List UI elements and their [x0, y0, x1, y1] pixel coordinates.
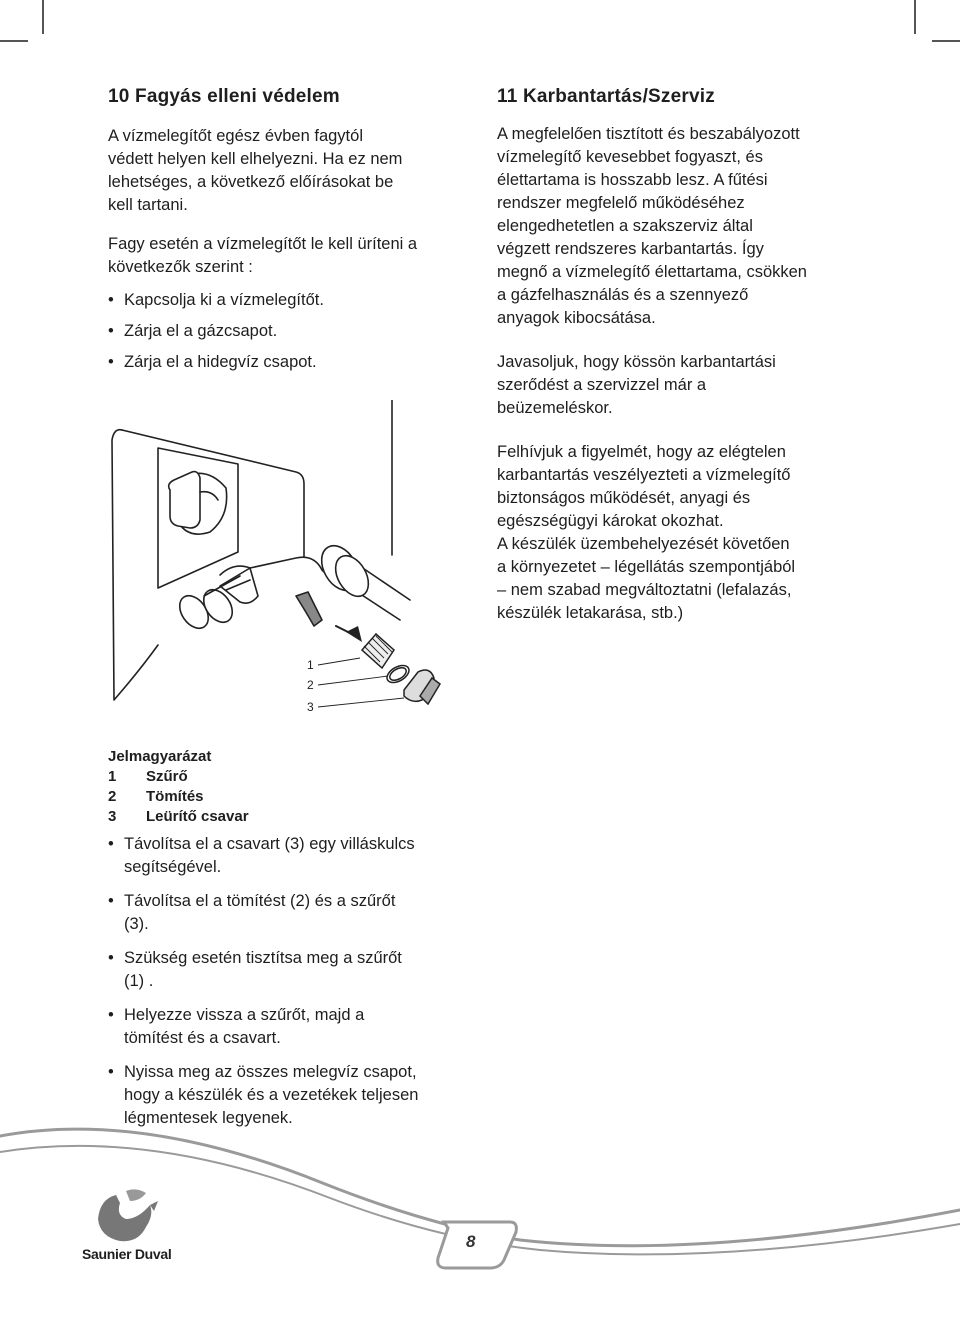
- legend-title: Jelmagyarázat: [108, 748, 212, 765]
- instruction-step: • Szükség esetén tisztítsa meg a szűrőt (1) .: [108, 947, 478, 993]
- gasket-part: [384, 662, 412, 686]
- maintenance-paragraph-3: Felhívjuk a figyelmét, hogy az elégtelen karbantartás veszélyezteti a vízmelegítő biztonságos működését, anyagi és egészségügyi károkat okozhat. A készülék üzembehelyezését követően a környezetet – légellátás szempontjából – nem szabad megváltoztatni (lefalazás, készülék letakarása, stb.): [497, 443, 796, 622]
- frost-paragraph-2: Fagy esetén a vízmelegítőt le kell üríteni a következők szerint :: [108, 235, 418, 276]
- instruction-step: • Távolítsa el a csavart (3) egy villáskulcs segítségével.: [108, 833, 478, 879]
- filter-outlet: [296, 592, 322, 626]
- legend: [108, 747, 498, 827]
- instruction-list: [108, 833, 478, 1130]
- knob-grip: [169, 472, 200, 528]
- maintenance-section: [497, 86, 897, 646]
- brand-name: Saunier Duval: [82, 1246, 172, 1262]
- pipe-body: [220, 557, 330, 578]
- filter-cleaning-instructions: [108, 833, 478, 1141]
- arrow-head: [346, 626, 362, 642]
- frost-step: • Kapcsolja ki a vízmelegítőt.: [108, 289, 478, 312]
- legend-item-label: Szűrő: [146, 768, 188, 785]
- maintenance-paragraph-2: Javasoljuk, hogy kössön karbantartási szerődést a szervizzel már a beüzemeléskor.: [497, 353, 776, 417]
- frost-section-title: 10 Fagyás elleni védelem: [108, 86, 340, 107]
- maintenance-paragraph-1: A megfelelően tisztított és beszabályozott vízmelegítő kevesebbet fogyaszt, és élettartama is hosszabb lesz. A fűtési rendszer megfelelő működéséhez elengedhetetlen a szakszerviz által végzett rendszeres karbantartás. Így megnő a vízmelegítő élettartama, csökken a gázfelhasználás és a szennyező anyagok kibocsátása.: [497, 125, 807, 327]
- legend-item: [108, 787, 498, 807]
- instruction-step: • Helyezze vissza a szűrőt, majd a tömítést és a csavart.: [108, 1004, 478, 1050]
- crop-mark-top-left: [42, 0, 44, 34]
- frost-step: • Zárja el a gázcsapot.: [108, 320, 478, 343]
- maintenance-section-title: 11 Karbantartás/Szerviz: [497, 86, 715, 107]
- legend-item: [108, 807, 498, 827]
- callout-2: 2: [307, 678, 314, 692]
- filter-part: [362, 634, 394, 668]
- legend-item: [108, 767, 498, 787]
- water-heater-filter-illustration: [100, 400, 500, 720]
- instruction-step: • Nyissa meg az összes melegvíz csapot, hogy a készülék és a vezetékek teljesen légmentesek legyenek.: [108, 1061, 478, 1130]
- crop-mark-right-tick: [932, 40, 960, 42]
- legend-item-label: Tömítés: [146, 788, 204, 805]
- exploded-parts: [362, 634, 440, 704]
- frost-paragraph-1: A vízmelegítőt egész évben fagytól védett helyen kell elhelyezni. Ha ez nem lehetséges, a következő előírásokat be kell tartani.: [108, 127, 403, 214]
- frost-steps-list: [108, 289, 478, 374]
- legend-item-number: 3: [108, 808, 117, 825]
- callout-3: 3: [307, 700, 314, 714]
- filter-diagram: [100, 400, 500, 720]
- legend-item-number: 1: [108, 768, 117, 785]
- casing-outline: [112, 430, 158, 700]
- instruction-step: • Távolítsa el a tömítést (2) és a szűrőt (3).: [108, 890, 478, 936]
- callout-1: 1: [307, 658, 314, 672]
- legend-item-label: Leürítő csavar: [146, 808, 249, 825]
- page-number: 8: [466, 1232, 476, 1251]
- crop-mark-left-tick: [0, 40, 28, 42]
- frost-step: • Zárja el a hidegvíz csapot.: [108, 351, 478, 374]
- legend-item-number: 2: [108, 788, 117, 805]
- page-number-badge: [438, 1222, 517, 1268]
- drain-screw-part: [404, 670, 440, 704]
- crop-mark-top-right: [914, 0, 916, 34]
- frost-protection-section: [108, 86, 478, 382]
